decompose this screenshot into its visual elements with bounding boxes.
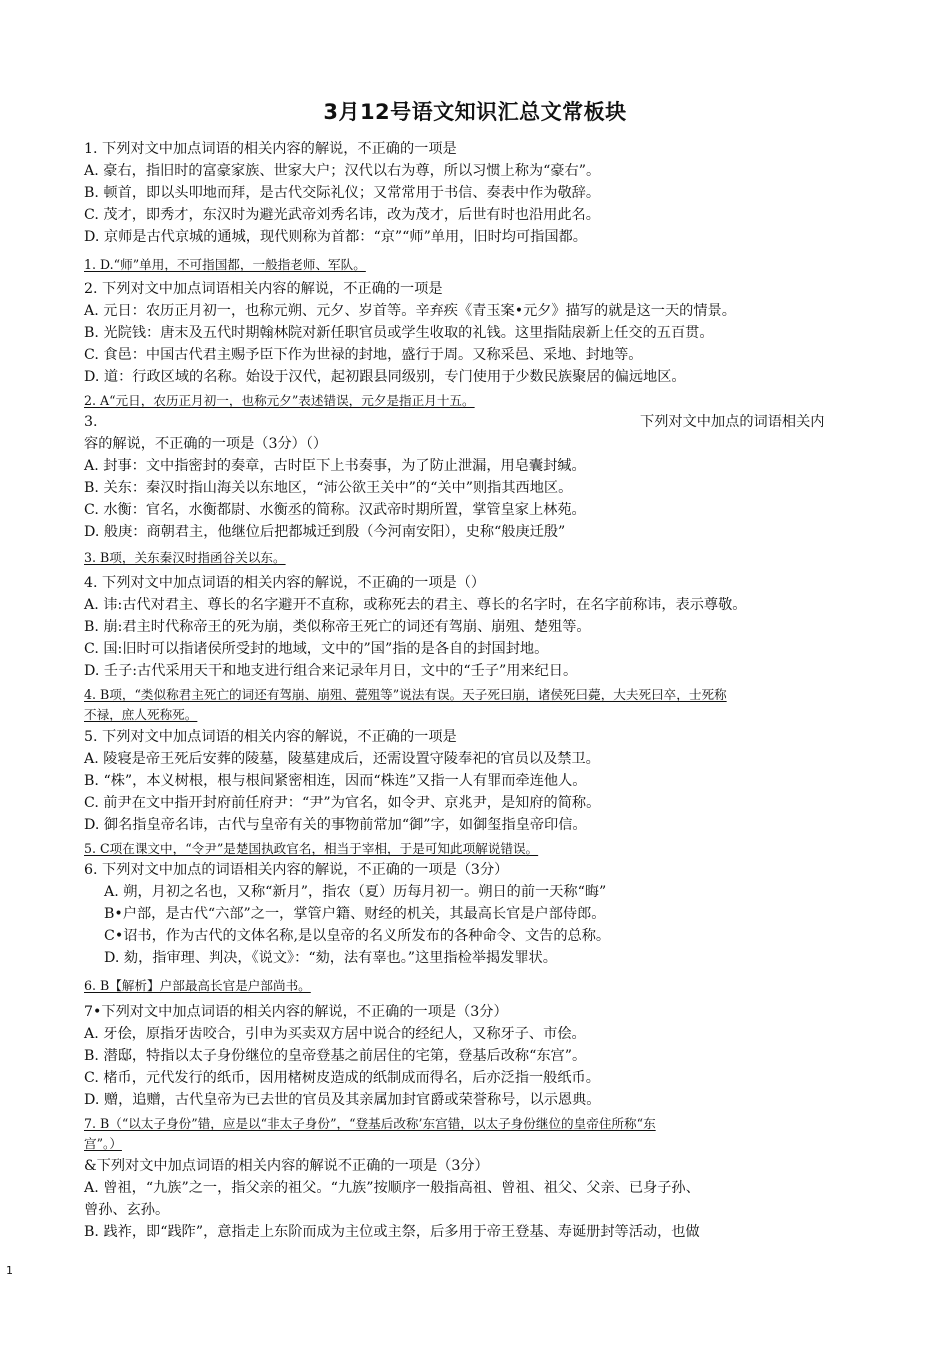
option-line: B•户部，是古代“六部”之一，掌管户籍、财经的机关，其最高长官是户部侍郎。 [104, 906, 606, 922]
page-title: 3月12号语文知识汇总文常板块 [323, 100, 627, 124]
option-line: C. 水衡：官名，水衡都尉、水衡丞的简称。汉武帝时期所置，掌管皇家上林苑。 [84, 502, 586, 518]
answer-line: 6. B【解析】户部最高长官是户部尚书。 [84, 978, 311, 993]
option-line: D. 御名指皇帝名讳，古代与皇帝有关的事物前常加“御”字，如御玺指皇帝印信。 [84, 817, 587, 833]
question-line: 6. 下列对文中加点的词语相关内容的解说，不正确的一项是（3分） [84, 862, 509, 878]
answer-line: 4. B项，“类似称君主死亡的词还有驾崩、崩殂、甍殂等”说法有误。天子死曰崩，诸侯死曰薨，大夫死曰卒，士死称 [84, 687, 727, 702]
option-line: C•诏书，作为古代的文体名称,是以皇帝的名义所发布的各种命令、文告的总称。 [104, 928, 611, 944]
option-line: D. 赠，追赠，古代皇帝为已去世的官员及其亲属加封官爵或荣誉称号，以示恩典。 [84, 1092, 601, 1108]
option-line: B. “株”，本义树根，根与根间紧密相连，因而“株连”又指一人有罪而牵连他人。 [84, 773, 587, 789]
option-line: 曾孙、玄孙。 [84, 1202, 170, 1218]
option-line: B. 顿首，即以头叩地而拜，是古代交际礼仪；又常常用于书信、奏表中作为敬辞。 [84, 185, 601, 201]
option-line: B. 践祚，即“践阼”，意指走上东阶而成为主位或主祭，后多用于帝王登基、寿诞册封等活动，也做 [84, 1224, 700, 1240]
answer-line: 宫”。） [84, 1136, 122, 1151]
question-line: 下列对文中加点的词语相关内 [640, 414, 825, 430]
option-line: D. 般庚：商朝君主，他继位后把都城迁到殷（今河南安阳），史称“般庚迁殷” [84, 524, 566, 540]
answer-line: 5. C项在课文中，“令尹”是楚国执政官名，相当于宰相，于是可知此项解说错误。 [84, 841, 539, 856]
answer-line: 3. B项，关东秦汉时指函谷关以东。 [84, 550, 286, 565]
option-line: B. 潜邸，特指以太子身份继位的皇帝登基之前居住的宅第，登基后改称“东宫”。 [84, 1048, 587, 1064]
option-line: A. 讳:古代对君主、尊长的名字避开不直称，或称死去的君主、尊长的名字时，在名字前称讳，表示尊敬。 [84, 597, 747, 613]
option-line: C. 楮币，元代发行的纸币，因用楮树皮造成的纸制成而得名，后亦泛指一般纸币。 [84, 1070, 600, 1086]
question-line: 1. 下列对文中加点词语的相关内容的解说，不正确的一项是 [84, 141, 457, 157]
answer-line: 7. B（“以太子身份”错，应是以“非太子身份”，“登基后改称’东宫错，以太子身份继位的皇帝住所称“东 [84, 1116, 656, 1131]
option-line: A. 元日：农历正月初一，也称元朔、元夕、岁首等。辛弃疾《青玉案•元夕》描写的就是这一天的情景。 [84, 303, 736, 319]
option-line: D. 京师是古代京城的通城，现代则称为首都：“京”“师”单用，旧时均可指国都。 [84, 229, 587, 245]
answer-line: 1. D.“师”单用，不可指国都，一般指老师、军队。 [84, 257, 366, 272]
option-line: A. 朔，月初之名也，又称“新月”，指农（夏）历每月初一。朔日的前一天称“晦” [104, 884, 607, 900]
option-line: C. 茂才，即秀才，东汉时为避光武帝刘秀名讳，改为茂才，后世有时也沿用此名。 [84, 207, 600, 223]
option-line: C. 国:旧时可以指诸侯所受封的地域，文中的”国”指的是各自的封国封地。 [84, 641, 549, 657]
option-line: A. 陵寝是帝王死后安葬的陵墓，陵墓建成后，还需设置守陵奉祀的官员以及禁卫。 [84, 751, 600, 767]
option-line: B. 关东：秦汉时指山海关以东地区，“沛公欲王关中”的“关中”则指其西地区。 [84, 480, 573, 496]
option-line: C. 前尹在文中指开封府前任府尹：“尹”为官名，如令尹、京兆尹，是知府的简称。 [84, 795, 601, 811]
option-line: B. 光院钱：唐末及五代时期翰林院对新任职官员或学生收取的礼钱。这里指陆扆新上任交的五百贯。 [84, 325, 714, 341]
answer-line: 2. A“元日，农历正月初一，也称元夕”表述错误，元夕是指正月十五。 [84, 393, 475, 408]
option-line: A. 曾祖，“九族”之一，指父亲的祖父。“九族”按顺序一般指高祖、曾祖、祖父、父亲、已身子孙、 [84, 1180, 700, 1196]
question-line: 5. 下列对文中加点词语的相关内容的解说，不正确的一项是 [84, 729, 457, 745]
option-line: D. 劾，指审理、判决，《说文》：“劾，法有辜也。”这里指检举揭发罪状。 [104, 950, 557, 966]
option-line: A. 封事：文中指密封的奏章，古时臣下上书奏事，为了防止泄漏，用皂囊封缄。 [84, 458, 586, 474]
option-line: A. 豪右，指旧时的富豪家族、世家大户；汉代以右为尊，所以习惯上称为“豪右”。 [84, 163, 601, 179]
question-line: 7•下列对文中加点词语的相关内容的解说，不正确的一项是（3分） [84, 1004, 508, 1020]
answer-line: 不禄，庶人死称死。 [84, 707, 198, 722]
question-line: &下列对文中加点词语的相关内容的解说不正确的一项是（3分） [84, 1158, 489, 1174]
option-line: D. 壬子:古代采用天干和地支进行组合来记录年月日，文中的“壬子”用来纪日。 [84, 663, 578, 679]
option-line: B. 崩:君主时代称帝王的死为崩，类似称帝王死亡的词还有驾崩、崩殂、楚殂等。 [84, 619, 591, 635]
question-line: 容的解说，不正确的一项是（3分）（） [84, 436, 328, 452]
option-line: A. 牙侩，原指牙齿咬合，引申为买卖双方居中说合的经纪人，又称牙子、市侩。 [84, 1026, 586, 1042]
question-line: 4. 下列对文中加点词语的相关内容的解说，不正确的一项是（） [84, 575, 486, 591]
question-number: 3. [84, 414, 98, 430]
question-line: 2. 下列对文中加点词语相关内容的解说，不正确的一项是 [84, 281, 443, 297]
page-number: 1 [6, 1264, 13, 1277]
option-line: C. 食邑：中国古代君主赐予臣下作为世禄的封地，盛行于周。又称采邑、采地、封地等。 [84, 347, 643, 363]
option-line: D. 道：行政区域的名称。始设于汉代，起初跟县同级别，专门使用于少数民族聚居的偏远地区。 [84, 369, 686, 385]
